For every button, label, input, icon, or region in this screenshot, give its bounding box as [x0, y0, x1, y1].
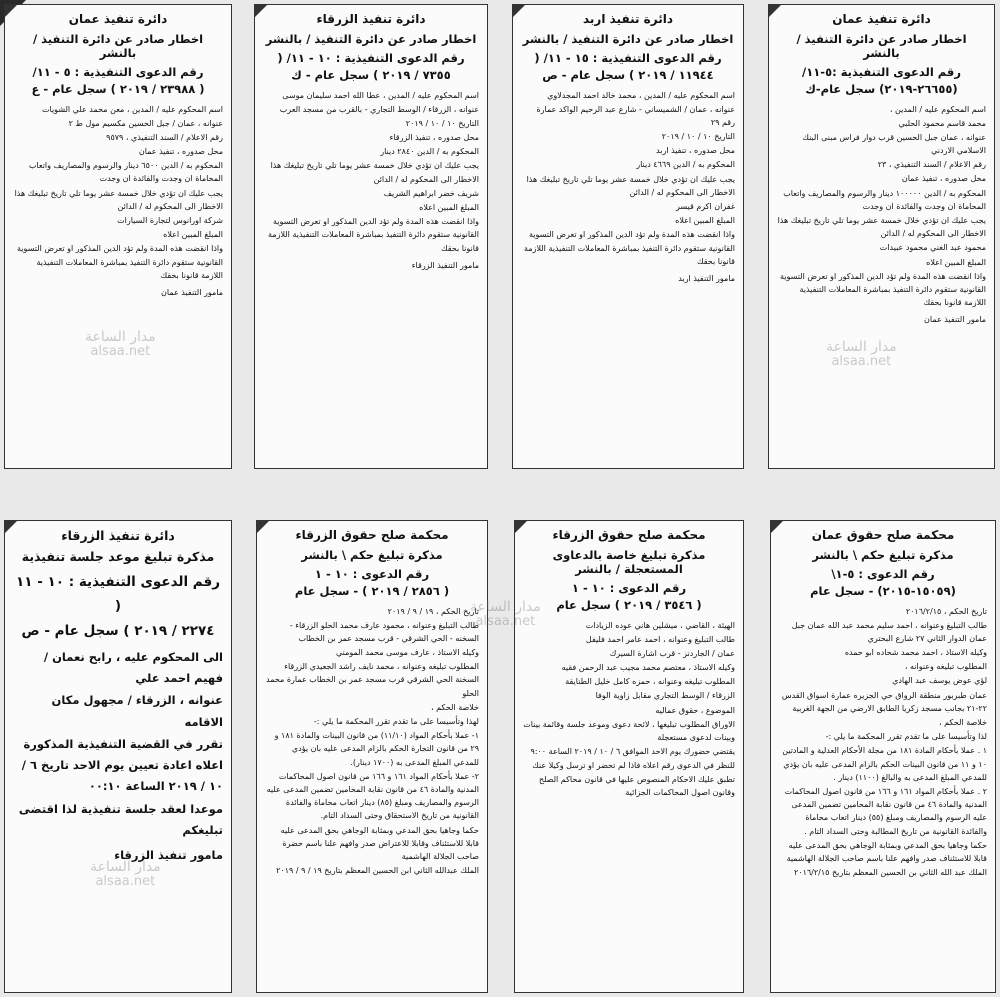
notice-title: محكمة صلح حقوق عمان [811, 528, 955, 542]
notice-line: الموضوع ، حقوق عماليه [655, 705, 735, 715]
notice-line: عمان / الجاردنز - قرب اشارة السيرك [609, 648, 735, 658]
notice-line: واذا انقضت هذه المدة ولم تؤد الدين المذكور او تعرض التسوية القانونية ستقوم دائرة التنفيذ بمباشرة المعاملات التنفيذية اللازمة قانونا بحقك [779, 271, 986, 308]
notice-line: يجب عليك ان تؤدي خلال خمسة عشر يوما تلي تاريخ تبليغك هذا الاخطار الى المحكوم له / الدائن [14, 188, 223, 211]
notice-line: يجب عليك ان تؤدي خلال خمسة عشر يوما تلي تاريخ تبليغك هذا الاخطار الى المحكوم له / الدائن [526, 174, 735, 197]
notice-line: محمد قاسم محمود الحلبي [898, 118, 986, 128]
notice-line: المطلوب تبليغه وعنوانه ، حمزه كامل خليل الطنايقة [565, 677, 735, 687]
notice-line: ٢- عملا بأحكام المواد ١٦١ و ١٦٦ من قانون اصول المحاكمات المدنية والمادة ٤٦ من قانون نقابة المحامين تضمين المدعى عليه الرسوم والمصاريف ومبلغ (٨٥) دينار اتعاب محاماة والفائدة القانونية من تاريخ الاستحقاق وحتى السداد التام. [266, 771, 479, 821]
notice-line: اسم المحكوم عليه / المدين ، [889, 104, 986, 114]
notice-title: دائرة تنفيذ الزرقاء [61, 528, 175, 543]
notice-line: تاريخ الحكم ، ٢٠١٦/٢/١٥ [905, 606, 987, 616]
notice-line: واذا انقضت هذه المدة ولم تؤد الدين المذكور او تعرض التسوية القانونية ستقوم دائرة التنفيذ بمباشرة المعاملات التنفيذية اللازمة قانونا بحقك [16, 244, 223, 280]
notice-body [13, 647, 223, 841]
notice-body [777, 103, 986, 310]
notice-line: الزرقاء / الوسط التجاري مقابل زاوية الوفا [595, 691, 735, 701]
notice-line: المحكوم به / الدين ٤٦٦٩ دينار [636, 160, 735, 170]
notice-line: محل صدوره ، تنفيذ عمان [138, 147, 223, 157]
notice-line: طالب التبليغ وعنوانه ، محمود عارف محمد الحلو الزرقاء - السخنه - الحي الشرقي - قرب مسجد عمر بن الخطاب [289, 620, 479, 643]
notice-subtitle: مذكرة تبليغ موعد جلسة تنفيذية [21, 549, 215, 564]
notice-line: الى المحكوم عليه ، رابح نعمان / فهيم احمد علي [43, 649, 223, 686]
notice-line: حكما وجاهيا بحق المدعي وبمثابة الوجاهي بحق المدعى عليه قابلا للاستئناف صدر وافهم علنا باسم صاحب الجلالة الهاشمية [786, 840, 987, 863]
watermark-3: مدار الساعة alsaa.net [470, 599, 541, 630]
notice-line: طالب التبليغ وعنوانه ، احمد سليم محمد عبد الله عمان جبل عمان الدوار الثاني ٢٧ شارع البحتري [791, 620, 987, 643]
notice-line: يجب عليك ان تؤدي خلال خمسة عشر يوما تلي تاريخ تبليغك هذا الاخطار الى المحكوم له / الدائن [270, 161, 479, 184]
notice-line: لؤي عوض يوسف عبد الهادي [892, 676, 987, 686]
notice-line: عنوانه ، الزرقاء / مجهول مكان الاقامه [51, 693, 223, 729]
notice-line: عمان طبربور منطقة الرواق حي الجزيره عمارة اسواق القدس ٢٢-٢١ بجانب مسجد زكريا الطابق الارضي من الجهة الغربية [781, 690, 987, 713]
notice-zarqa-court-judgment [256, 520, 488, 993]
notice-line: محل صدوره ، تنفيذ عمان [901, 174, 986, 184]
notice-line: شريف خضر ابراهيم الشريف [383, 188, 479, 198]
notice-subtitle: اخطار صادر عن دائرة التنفيذ / بالنشر [265, 32, 477, 46]
notice-line: وكيله الاستاذ ، عارف موسى محمد المومني [336, 648, 479, 658]
notice-case-number: رقم الدعوى : ١٠ - ١ ( ٢٨٥٦ / ٢٠١٩ ) - سجل عام [294, 567, 450, 599]
notice-subtitle: اخطار صادر عن دائرة التنفيذ / بالنشر [796, 32, 967, 60]
notice-line: الملك عبد الله الثاني بن الحسين المعظم بتاريخ ٢٠١٦/٢/١٥ [793, 868, 987, 878]
notice-line: عنوانه ، عمان / الشميساني - شارع عبد الرحيم الواكد عمارة رقم ٢٩ [536, 104, 735, 127]
notice-body [523, 619, 735, 799]
notice-line: الهيئة ، القاضي ، ميشلين هاني عوده الزيادات [585, 620, 735, 630]
notice-line: رقم الاعلام / السند التنفيذي ، ٩٥٧٩ [106, 132, 223, 142]
notice-line: ١- عملا بأحكام المواد (١١/١٠) من قانون البينات والمادة ١٨١ و ٢٩ من قانون التجارة الحكم بالزام المدعى عليه بان يؤدي للمدعي المبلغ المدعى به (١٧٠٠ دينار). [274, 731, 479, 767]
notice-footer: مامور التنفيذ اربد [678, 273, 735, 283]
notice-line: المحكوم به / الدين ٢٨٤٠ دينار [380, 147, 479, 157]
notice-line: المبلغ المبين اعلاه [675, 216, 735, 226]
notice-body [265, 605, 479, 878]
notice-line: اسم المحكوم عليه / المدين ، محمد خالد احمد المجدلاوي [547, 90, 735, 100]
notice-amman-execution-2 [4, 4, 232, 469]
notice-case-number: رقم الدعوى التنفيذية : ١٥ - ١١/ ( ١١٩٤٤ / ٢٠١٩ ) سجل عام - ص [534, 51, 722, 83]
notice-case-number: رقم الدعوى التنفيذية : ١٠ - ١١ ( ٢٢٧٤ / ٢٠١٩ ) سجل عام - ص [16, 574, 220, 639]
notice-line: وكيله الاستاذ ، احمد محمد شحاده ابو حمده [844, 648, 987, 658]
notice-line: واذا انقضت هذه المدة ولم تؤد الدين المذكور او تعرض التسوية القانونية ستقوم دائرة التنفيذ بمباشرة المعاملات التنفيذية اللازمة قانونا بحقك [268, 217, 479, 253]
notice-line: الملك عبدالله الثاني ابن الحسين المعظم بتاريخ ١٩ / ٩ / ٢٠١٩ [276, 866, 479, 876]
notice-line: وكيله الاستاذ ، معتصم محمد مجيب عبد الرحمن فقيه [561, 663, 735, 673]
notice-line: محل صدوره ، تنفيذ اربد [656, 146, 735, 156]
notice-line: محل صدوره ، تنفيذ الزرقاء [389, 133, 479, 143]
notice-irbid-execution [512, 4, 744, 469]
notice-line: ٢ . عملا بأحكام المواد ١٦١ و ١٦٦ من قانون اصول المحاكمات المدنية والمادة ٤٦ من قانون نقابة المحامين تضمين المدعى عليه الرسوم والمصاريف ومبلغ (٥٥) دينار اتعاب محاماة والفائدة القانونية من تاريخ المطالبة وحتى السداد التام . [784, 786, 987, 836]
notice-title: دائرة تنفيذ عمان [832, 12, 931, 26]
notice-body [13, 103, 223, 282]
notice-footer: مامور التنفيذ عمان [924, 315, 986, 325]
notice-line: اسم المحكوم عليه / المدين ، عطا الله احمد سليمان موسى [282, 90, 479, 100]
notice-line: تقرر في القضية التنفيذية المذكورة اعلاه اعادة تعيين يوم الاحد تاريخ ٦ / ١٠ / ٢٠١٩ الساعة ٠٠:١٠ [21, 736, 223, 794]
notice-line: المبلغ المبين اعلاه [419, 203, 479, 212]
notice-amman-execution-1 [768, 4, 995, 469]
notice-zarqa-execution-session [4, 520, 232, 993]
notice-line: التاريخ ١٠ / ١٠ / ٢٠١٩ [405, 118, 479, 128]
notice-line: غفران اكرم قيسر [675, 202, 735, 211]
notice-line: المطلوب تبليغه وعنوانه ، محمد نايف راشد الجعيدي الزرقاء السخنة الحي الشرقي قرب مسجد عمر بن الخطاب عمارة محمد الحلو [266, 662, 479, 698]
notice-body [779, 605, 987, 880]
watermark-1: مدار الساعة alsaa.net [826, 339, 897, 370]
notice-line: لهذا وتأسيسا على ما تقدم تقرر المحكمة ما يلي :- [313, 717, 479, 726]
notice-subtitle: اخطار صادر عن دائرة التنفيذ / بالنشر [32, 32, 204, 60]
notice-line: للنظر في الدعوى رقم اعلاه فاذا لم تحضر او ترسل وكيلا عنك تطبق عليك الاحكام المنصوص عليها في قانون محاكم الصلح وقانون اصول المحاكمات الجزائية [532, 761, 735, 797]
notice-subtitle: مذكرة تبليغ خاصة بالدعاوى المستعجلة / بالنشر [552, 548, 706, 576]
notice-line: اسم المحكوم عليه / المدين ، معن محمد علي الشويات [41, 104, 223, 114]
notice-title: محكمة صلح حقوق الزرقاء [552, 528, 706, 542]
notice-line: المطلوب تبليغه وعنوانه ، [904, 662, 987, 672]
notice-case-number: رقم الدعوى : ٥-١\ (١٥٠٥٩-٢٠١٥) - سجل عام [810, 567, 956, 599]
notice-body [521, 89, 735, 268]
notice-footer: مامور تنفيذ الزرقاء [114, 848, 223, 863]
notice-line: التاريخ ١٠ / ١٠ / ٢٠١٩ [661, 132, 735, 142]
notice-line: عنوانه ، عمان جبل الحسين قرب دوار فراس مبنى البنك الاسلامي الاردني [802, 132, 986, 156]
notice-line: يجب عليك ان تؤدي خلال خمسة عشر يوما تلي تاريخ تبليغك هذا الاخطار الى المحكوم له / الدائن [777, 216, 986, 239]
notice-line: خلاصة الحكم ، [430, 702, 479, 712]
notice-line: المبلغ المبين اعلاه [163, 230, 223, 240]
notice-case-number: رقم الدعوى التنفيذية : ١٠ - ١١/ ( ٧٣٥٥ / ٢٠١٩ ) سجل عام - ك [277, 51, 465, 83]
notice-footer: مامور التنفيذ الزرقاء [411, 260, 479, 270]
notice-case-number: رقم الدعوى التنفيذية :٥-١١/ (٢٦٦٥٥-٢٠١٩) سجل عام-ك [802, 65, 961, 97]
notice-title: دائرة تنفيذ الزرقاء [316, 12, 426, 26]
notice-line: محمود عبد الغني محمود عبيدات [879, 243, 986, 253]
notice-line: الاوراق المطلوب تبليغها ، لائحة دعوى وموعد جلسة وقائمة بينات وبينات لدعوى مستعجلة [523, 719, 735, 742]
notice-footer: مامور التنفيذ عمان [161, 287, 223, 297]
notice-title: دائرة تنفيذ عمان [68, 12, 168, 26]
notice-line: رقم الاعلام / السند التنفيذي ، ٢٣ [877, 160, 986, 170]
notice-line: خلاصة الحكم ، [938, 718, 987, 727]
notice-zarqa-court-urgent [514, 520, 744, 993]
notice-line: تاريخ الحكم ، ١٩ / ٩ / ٢٠١٩ [387, 606, 479, 616]
notice-line: يقتضي حضورك يوم الاحد الموافق ٦ / ١٠ / ٢٠١٩ الساعة ٩:٠٠ [530, 747, 735, 757]
notice-line: عنوانه ، الزرقاء / الوسط التجاري - بالقرب من مسجد العرب [279, 104, 479, 114]
notice-line: المحكوم به / الدين ١٠٠٠٠٠ دينار والرسوم والمصاريف واتعاب المحاماة ان وجدت والفائدة ان وجدت [783, 188, 986, 211]
notice-line: واذا انقضت هذه المدة ولم تؤد الدين المذكور او تعرض التسوية القانونية ستقوم دائرة التنفيذ بمباشرة المعاملات التنفيذية اللازمة قانونا بحقك [524, 230, 735, 266]
notice-line: حكما وجاهيا بحق المدعي وبمثابة الوجاهي بحق المدعى عليه قابلا للاستئناف وقابلا للاعتراض صدر وافهم علنا باسم حضرة صاحب الجلالة الهاشمية [280, 825, 479, 861]
notice-case-number: رقم الدعوى : ١٠ - ١ ( ٣٥٤٦ / ٢٠١٩ ) سجل عام [556, 581, 702, 613]
notice-line: لذا وتأسيسا على ما تقدم تقرر المحكمة ما يلي :- [825, 732, 987, 742]
notice-title: محكمة صلح حقوق الزرقاء [295, 528, 449, 542]
notice-zarqa-execution-1 [254, 4, 488, 469]
watermark-2: مدار الساعة alsaa.net [85, 329, 156, 360]
notice-title: دائرة تنفيذ اربد [582, 12, 673, 26]
notice-case-number: رقم الدعوى التنفيذية : ٥ - ١١/ ( ٢٣٩٨٨ / ٢٠١٩ ) سجل عام - ع [31, 65, 205, 97]
notice-body [263, 89, 479, 255]
notice-line: ١ . عملا بأحكام المادة ١٨١ من مجلة الأحكام العدلية و المادتين ١٠ و ١١ من قانون البينات الحكم بالزام المدعى عليه بان يؤدي للمدعي المبلغ المدعى به والبالغ (١١٠٠) دينار . [782, 746, 987, 782]
notice-line: طالب التبليغ وعنوانه ، احمد عامر احمد فليفل [585, 634, 735, 644]
notice-subtitle: اخطار صادر عن دائرة التنفيذ / بالنشر [522, 32, 734, 46]
notice-line: موعدا لعقد جلسة تنفيذية لذا اقتضى تبليغكم [18, 801, 223, 838]
notice-line: المبلغ المبين اعلاه [926, 257, 986, 267]
notice-line: عنوانه ، عمان / جبل الحسين مكسيم مول ط ٢ [68, 118, 223, 128]
notice-amman-court-judgment [770, 520, 996, 993]
notice-subtitle: مذكرة تبليغ حكم \ بالنشر [812, 548, 954, 562]
notice-line: شركة اورانوس لتجارة السيارات [117, 216, 223, 225]
notice-line: المحكوم به / الدين ٦٥٠٠ دينار والرسوم والمصاريف واتعاب المحاماة ان وجدت والفائدة ان وجدت [28, 161, 223, 184]
notice-subtitle: مذكرة تبليغ حكم \ بالنشر [301, 548, 443, 562]
watermark-4: مدار الساعة alsaa.net [90, 859, 161, 890]
